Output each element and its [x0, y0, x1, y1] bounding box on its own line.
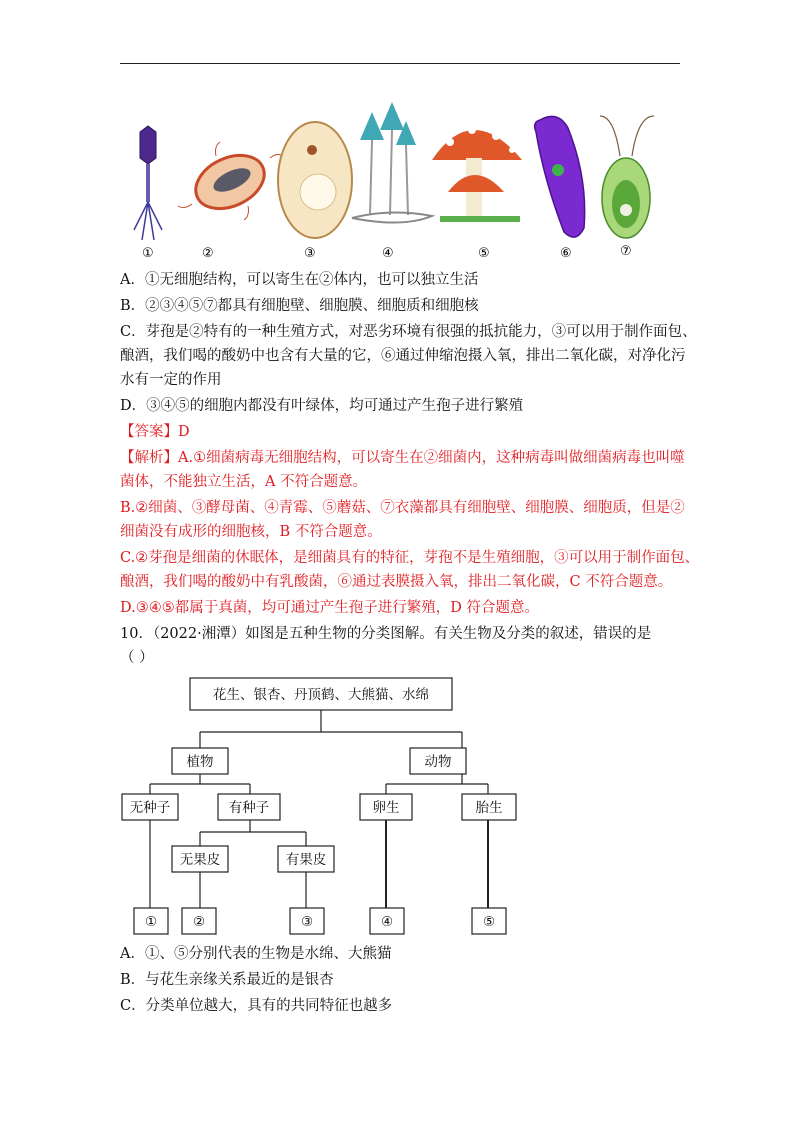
figure-label-1: ①	[142, 246, 154, 261]
q10-stem: 10．（2022·湘潭）如图是五种生物的分类图解。有关生物及分类的叙述，错误的是	[120, 626, 652, 642]
q9-analysis-line3: B.②细菌、③酵母菌、④青霉、⑤蘑菇、⑦衣藻都具有细胞壁、细胞膜、细胞质，但是②	[120, 500, 685, 516]
figure-label-3: ③	[304, 246, 316, 261]
q9-option-a: A．①无细胞结构，可以寄生在②体内，也可以独立生活	[120, 272, 479, 288]
q10-option-a: A．①、⑤分别代表的生物是水绵、大熊猫	[120, 946, 392, 962]
q9-option-d: D．③④⑤的细胞内都没有叶绿体，均可通过产生孢子进行繁殖	[120, 398, 524, 414]
tree-plant-label: 植物	[186, 754, 214, 770]
tree-seed-label: 有种子	[228, 800, 270, 816]
q9-analysis-line2: 菌体，不能独立生活，A 不符合题意。	[120, 474, 368, 490]
tree-leaf-1-label: ①	[144, 914, 158, 930]
figure-label-7: ⑦	[620, 244, 632, 259]
figure-label-4: ④	[382, 246, 394, 261]
tree-viviparous-label: 胎生	[475, 800, 503, 816]
penicillium-image	[352, 102, 432, 223]
q9-analysis-line1: 【解析】A.①细菌病毒无细胞结构，可以寄生在②细菌内，这种病毒叫做细菌病毒也叫噬	[120, 450, 685, 466]
q10-bracket: （ ）	[120, 650, 154, 666]
chlamydomonas-image	[600, 116, 654, 238]
figure-label-6: ⑥	[560, 246, 572, 261]
q10-option-c: C．分类单位越大，具有的共同特征也越多	[120, 998, 393, 1014]
figure-label-2: ②	[202, 246, 214, 261]
q9-analysis-line6: 酿酒，我们喝的酸奶中有乳酸菌，⑥通过表膜摄入氧，排出二氧化碳，C 不符合题意。	[120, 574, 673, 590]
q9-option-c-line3: 水有一定的作用	[120, 372, 222, 388]
q9-option-c-line1: C．芽孢是②特有的一种生殖方式，对恶劣环境有很强的抵抗能力，③可以用于制作面包、	[120, 324, 697, 340]
q9-analysis-line7: D.③④⑤都属于真菌，均可通过产生孢子进行繁殖，D 符合题意。	[120, 600, 539, 616]
figure-label-5: ⑤	[478, 246, 490, 261]
tree-pericarp-label: 有果皮	[285, 852, 327, 868]
bacterium-image	[178, 142, 282, 220]
yeast-cell-image	[278, 122, 352, 238]
q9-analysis-line5: C.②芽孢是细菌的休眠体，是细菌具有的特征，芽孢不是生殖细胞，③可以用于制作面包、	[120, 550, 700, 566]
q9-option-b: B．②③④⑤⑦都具有细胞壁、细胞膜、细胞质和细胞核	[120, 298, 479, 314]
tree-no-seed-label: 无种子	[129, 800, 171, 816]
mushroom-image	[432, 126, 522, 222]
classification-tree	[120, 672, 540, 942]
q9-analysis-line4: 细菌没有成形的细胞核，B 不符合题意。	[120, 524, 382, 540]
tree-leaf-4-label: ④	[380, 914, 394, 930]
tree-no-pericarp-label: 无果皮	[179, 852, 221, 868]
organisms-figure	[120, 100, 680, 270]
tree-leaf-2-label: ②	[192, 914, 206, 930]
tree-animal-label: 动物	[424, 754, 452, 770]
q9-answer: 【答案】D	[120, 424, 190, 440]
tree-leaf-3-label: ③	[300, 914, 314, 930]
bacteriophage-image	[134, 126, 162, 240]
paramecium-image	[535, 116, 585, 237]
tree-leaf-5-label: ⑤	[482, 914, 496, 930]
tree-root-label: 花生、银杏、丹顶鹤、大熊猫、水绵	[213, 687, 429, 703]
header-rule	[120, 63, 680, 64]
q10-option-b: B．与花生亲缘关系最近的是银杏	[120, 972, 334, 988]
tree-oviparous-label: 卵生	[372, 800, 400, 816]
q9-option-c-line2: 酿酒，我们喝的酸奶中也含有大量的它，⑥通过伸缩泡摄入氧，排出二氧化碳，对净化污	[120, 348, 686, 364]
